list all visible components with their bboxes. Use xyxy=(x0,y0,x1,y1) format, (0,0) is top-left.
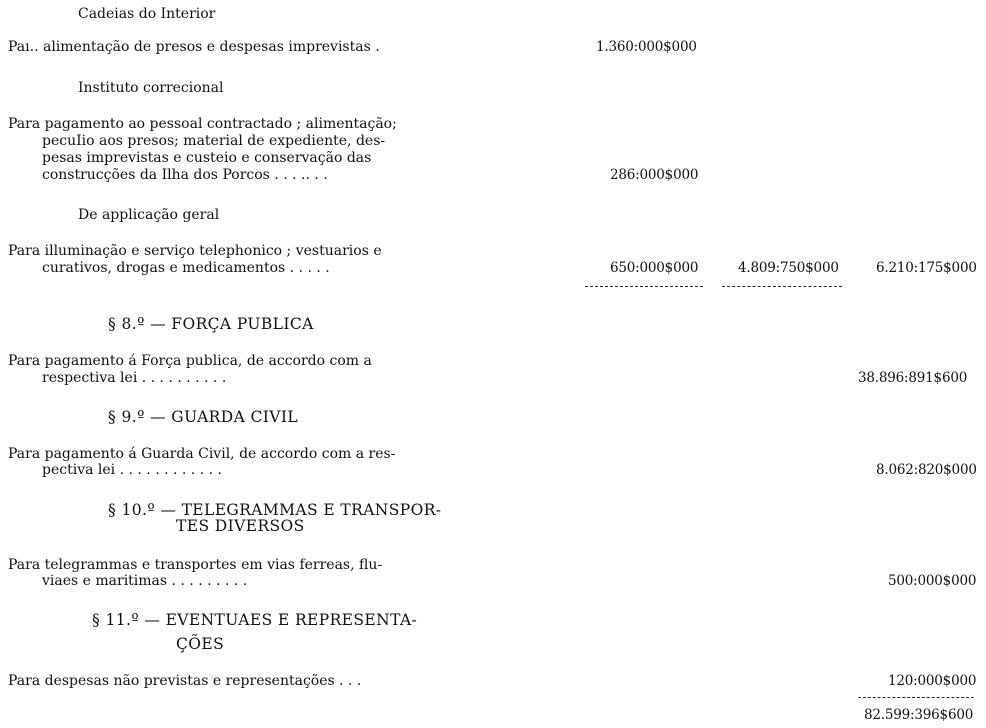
forca-heading: § 8.º — FORÇA PUBLICA xyxy=(108,315,314,333)
rule-under-geral-subtotal xyxy=(722,286,842,287)
telegrammas-total: 500:000$000 xyxy=(888,573,977,589)
telegrammas-item-line-1: Para telegrammas e transportes em vias ferreas, flu- xyxy=(8,557,383,573)
geral-item-line-2: curativos, drogas e medicamentos . . . . . xyxy=(42,260,330,276)
guarda-item-line-2: pectiva lei . . . . . . . . . . . . xyxy=(42,462,222,478)
instituto-item-line-2: pecuIio aos presos; material de expediente, des- xyxy=(42,133,386,149)
instituto-item-line-4: construcções da Ilha dos Porcos . . . .. . . xyxy=(42,167,328,183)
instituto-item-line-1: Para pagamento ao pessoal contractado ; alimentação; xyxy=(8,116,397,132)
instituto-heading: Instituto correcional xyxy=(78,80,224,96)
geral-heading: De applicação geral xyxy=(78,207,220,223)
cadeias-amount: 1.360:000$000 xyxy=(596,39,697,55)
instituto-item-line-3: pesas imprevistas e custeio e conservação das xyxy=(42,150,372,166)
geral-item-line-1: Para illuminação e serviço telephonico ; vestuarios e xyxy=(8,243,382,259)
forca-total: 38.896:891$600 xyxy=(858,370,968,386)
telegrammas-item-line-2: viaes e maritimas . . . . . . . . . xyxy=(42,573,248,589)
grand-total: 82.599:396$600 xyxy=(864,707,974,723)
telegrammas-heading-line-2: TES DIVERSOS xyxy=(176,517,305,535)
cadeias-heading: Cadeias do Interior xyxy=(78,6,216,22)
eventuaes-item: Para despesas não previstas e representações . . . xyxy=(8,673,362,689)
forca-item-line-2: respectiva lei . . . . . . . . . . xyxy=(42,370,227,386)
geral-amount: 650:000$000 xyxy=(610,260,699,276)
rule-above-grand-total xyxy=(858,697,974,698)
eventuaes-heading-line-2: ÇÕES xyxy=(176,635,225,653)
instituto-amount: 286:000$000 xyxy=(610,167,699,183)
guarda-total: 8.062:820$000 xyxy=(876,462,977,478)
rule-under-geral-amount xyxy=(585,286,703,287)
guarda-heading: § 9.º — GUARDA CIVIL xyxy=(108,408,299,426)
forca-item-line-1: Para pagamento á Força publica, de accordo com a xyxy=(8,353,372,369)
guarda-item-line-1: Para pagamento á Guarda Civil, de accordo com a res- xyxy=(8,446,396,462)
geral-total: 6.210:175$000 xyxy=(876,260,977,276)
eventuaes-heading-line-1: § 11.º — EVENTUAES E REPRESENTA- xyxy=(92,611,418,629)
telegrammas-heading-line-1: § 10.º — TELEGRAMMAS E TRANSPOR- xyxy=(108,501,442,519)
cadeias-item: Paı.. alimentação de presos e despesas imprevistas . xyxy=(8,39,380,55)
eventuaes-total: 120:000$000 xyxy=(888,673,977,689)
geral-subtotal: 4.809:750$000 xyxy=(738,260,839,276)
